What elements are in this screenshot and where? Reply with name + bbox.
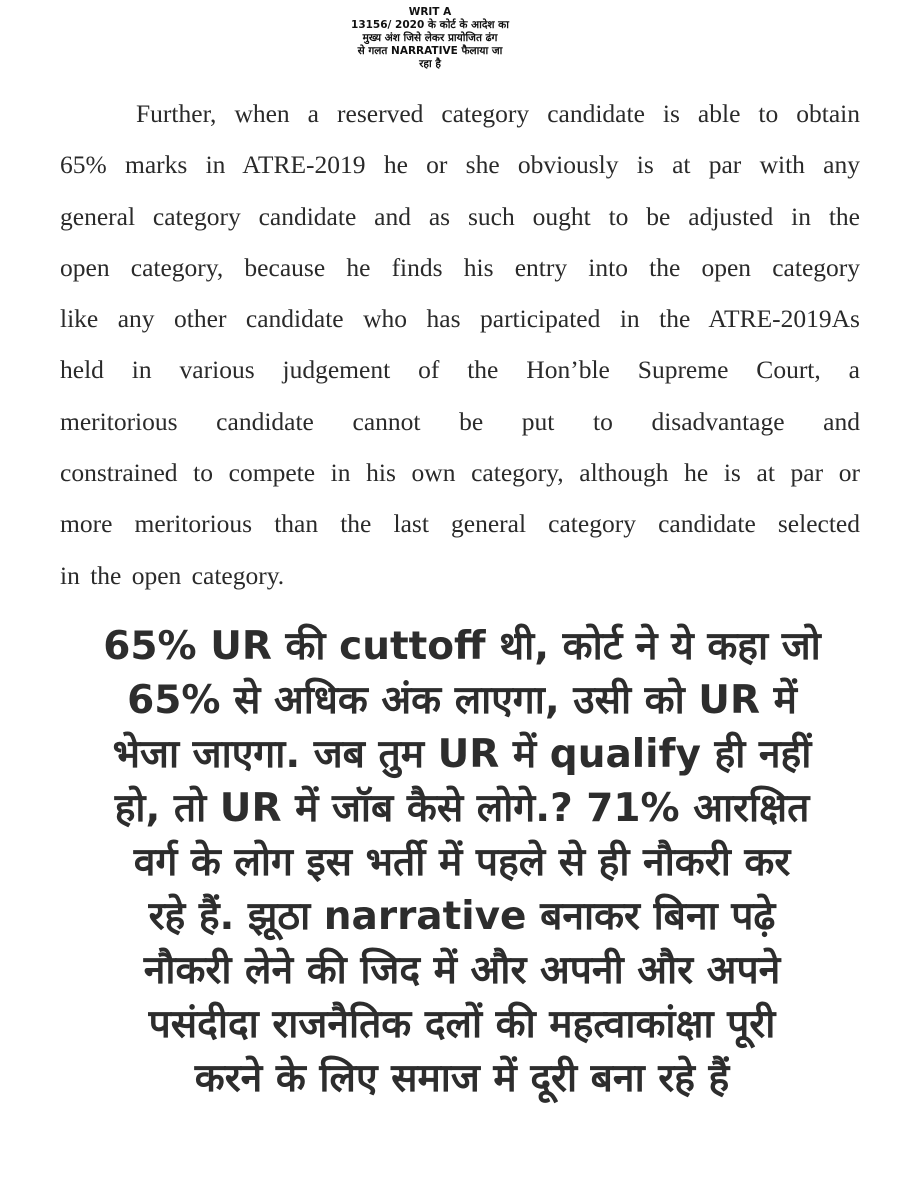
commentary-line: नौकरी लेने की जिद में और अपनी और अपने (143, 948, 781, 993)
excerpt-line: meritorious candidate cannot be put to disadvantage and (60, 406, 860, 436)
commentary-line: वर्ग के लोग इस भर्ती में पहले से ही नौकरी कर (133, 840, 791, 885)
commentary-line: पसंदीदा राजनैतिक दलों की महत्वाकांक्षा पूरी (148, 1002, 776, 1047)
judgment-excerpt (60, 88, 860, 601)
excerpt-line: 65% marks in ATRE-2019 he or she obviously is at par with any (60, 150, 860, 180)
commentary-line: भेजा जाएगा. जब तुम UR में qualify ही नहीं (112, 732, 812, 777)
header-note-line: रहा है (419, 58, 441, 70)
commentary-line: करने के लिए समाज में दूरी बना रहे हैं (194, 1056, 730, 1101)
excerpt-line: like any other candidate who has participated in the ATRE-2019As (60, 304, 860, 334)
commentary-line: 65% से अधिक अंक लाएगा, उसी को UR में (127, 678, 797, 723)
commentary-line: 65% UR की cuttoff थी, कोर्ट ने ये कहा जो (103, 624, 821, 669)
commentary-line: रहे हैं. झूठा narrative बनाकर बिना पढ़े (148, 894, 776, 939)
header-note-line: से गलत NARRATIVE फैलाया जा (357, 45, 503, 57)
excerpt-line: in the open category. (60, 560, 285, 590)
excerpt-line: constrained to compete in his own category, although he is at par or (60, 458, 860, 488)
header-note (320, 6, 540, 71)
excerpt-line: general category candidate and as such ought to be adjusted in the (60, 201, 860, 231)
header-note-line: WRIT A (408, 6, 452, 18)
excerpt-line: more meritorious than the last general category candidate selected (60, 509, 860, 539)
hindi-commentary (14, 620, 910, 1106)
excerpt-line: Further, when a reserved category candidate is able to obtain (136, 99, 860, 128)
excerpt-line: held in various judgement of the Hon’ble Supreme Court, a (60, 355, 860, 385)
excerpt-line: open category, because he finds his entry into the open category (60, 252, 860, 282)
header-note-line: मुख्य अंश जिसे लेकर प्रायोजित ढंग (362, 32, 498, 44)
commentary-line: हो, तो UR में जॉब कैसे लोगे.? 71% आरक्षित (114, 786, 810, 831)
header-note-line: 13156/ 2020 के कोर्ट के आदेश का (351, 19, 509, 31)
